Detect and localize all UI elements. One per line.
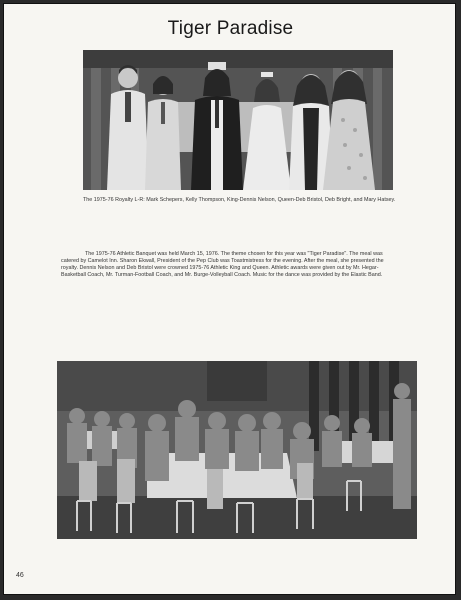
page-number: 46 xyxy=(16,572,24,579)
page-title: Tiger Paradise xyxy=(167,18,294,39)
royalty-caption: The 1975-76 Royalty L-R: Mark Schepers, Kelly Thompson, King-Dennis Nelson, Queen-Deb Bristol, Deb Bright, and Mary Hatsey. xyxy=(83,197,396,203)
banquet-photo xyxy=(57,361,417,539)
article-paragraph: The 1975-76 Athletic Banquet was held March 15, 1976. The theme chosen for this year was "Tiger Paradise". The meal was catered by Camelot Inn. Sharon Ekwall, President of the Pep Club was Toastmistress for the evening. After the meal, she presented the royalty. Dennis Nelson and Deb Bristol were crowned 1975-76 Athletic King and Queen. Athletic awards were given out by Mr. Hegar-Basketball Coach, Mr. Turman-Football Coach, and Mr. Burge-Volleyball Coach. Music for the dance was provided by the Elastic Band. xyxy=(61,251,384,278)
yearbook-page xyxy=(3,3,456,595)
royalty-photo xyxy=(83,50,393,190)
